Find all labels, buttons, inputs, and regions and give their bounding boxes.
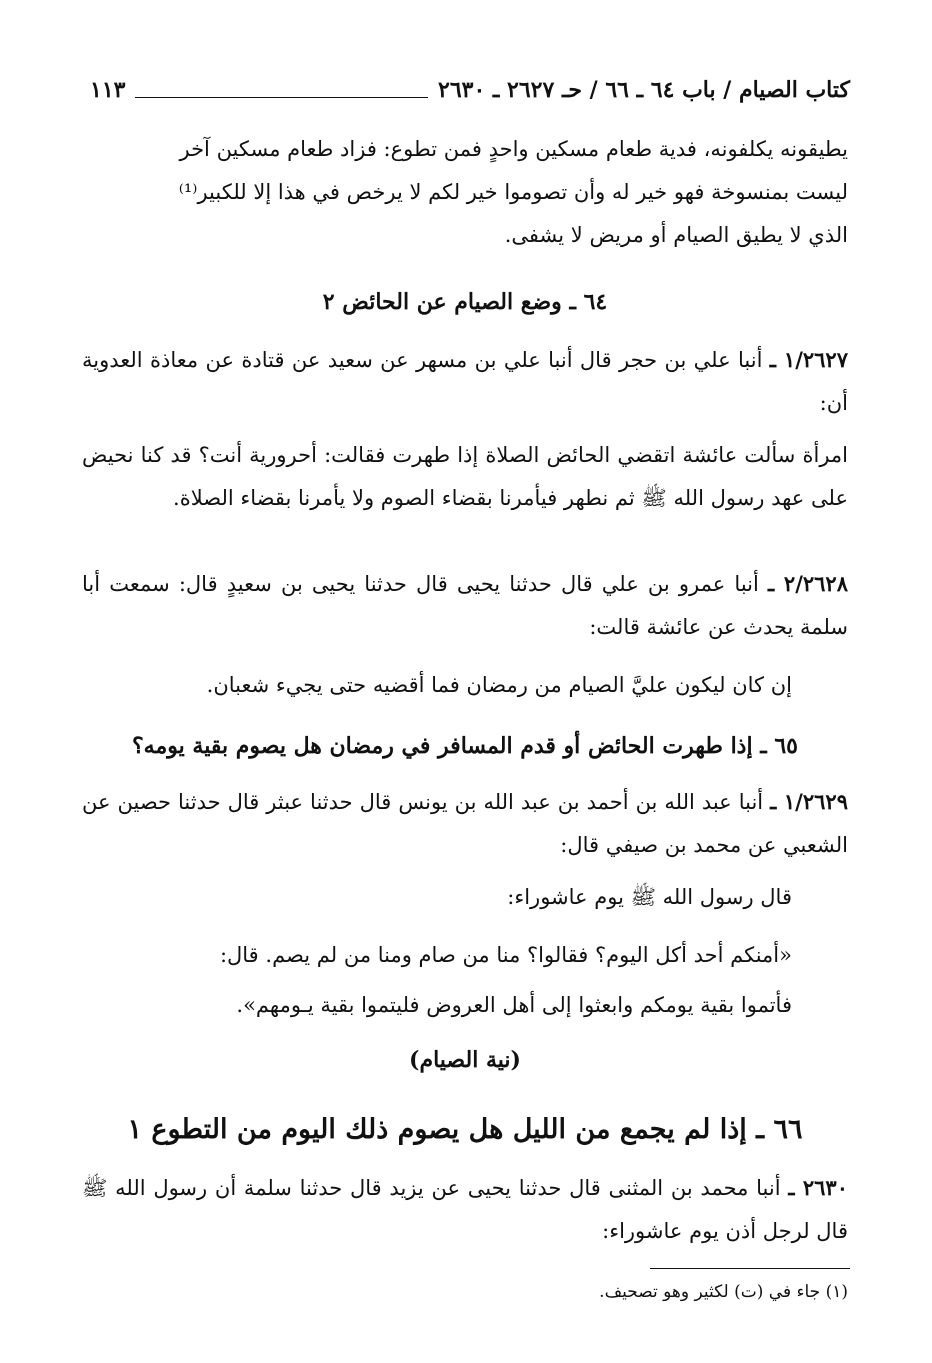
isnad-text: أنبا علي بن حجر قال أنبا علي بن مسهر عن سعيد عن قتادة عن معاذة العدوية أن: <box>82 348 848 415</box>
hadith-number: ١/٢٦٢٧ ـ <box>769 347 848 372</box>
hadith-2627-matn: امرأة سألت عائشة اتقضي الحائض الصلاة إذا طهرت فقالت: أحرورية أنت؟ قد كنا نحيض على عهد رسول الله ﷺ ثم نطهر فيأمرنا بقضاء الصوم ولا يأمرنا بقضاء الصلاة. <box>82 443 848 510</box>
isnad-text: أنبا عبد الله بن أحمد بن عبد الله بن يونس قال حدثنا عبثر قال حدثنا حصين عن الشعبي عن محمد بن صيفي قال: <box>82 790 848 857</box>
intro-line: الذي لا يطيق الصيام أو مريض لا يشفى. <box>504 223 848 247</box>
hadith-number: ٢/٢٦٢٨ ـ <box>767 571 848 596</box>
isnad-text: أنبا محمد بن المثنى قال حدثنا يحيى عن يزيد قال حدثنا سلمة أن رسول الله ﷺ قال لرجل أذن يوم عاشوراء: <box>82 1176 848 1243</box>
isnad-text: أنبا عمرو بن علي قال حدثنا يحيى قال حدثنا يحيى بن سعيدٍ قال: سمعت أبا سلمة يحدث عن عائشة قالت: <box>82 572 848 639</box>
intro-paragraph <box>82 128 848 257</box>
running-title: كتاب الصيام / باب ٦٤ ـ ٦٦ / حـ ٢٦٢٧ ـ ٢٦٣٠ <box>438 77 850 103</box>
hadith-2629-line: «أمنكم أحد أكل اليوم؟ فقالوا؟ منا من صام ومنا من لم يصم. قال: <box>219 943 792 967</box>
intro-line: ليست بمنسوخة فهو خير له وأن تصوموا خير لكم لا يرخص في هذا إلا للكبير⁽¹⁾ <box>178 180 848 204</box>
hadith-number: ٢٦٣٠ ـ <box>788 1175 848 1200</box>
hadith-2629-line: قال رسول الله ﷺ يوم عاشوراء: <box>507 885 792 909</box>
hadith-number: ١/٢٦٢٩ ـ <box>770 789 848 814</box>
hadith-2630-isnad <box>82 1166 848 1253</box>
hadith-2628-matn: إن كان ليكون عليَّ الصيام من رمضان فما أقضيه حتى يجيء شعبان. <box>206 673 792 697</box>
chapter-64-heading: ٦٤ ـ وضع الصيام عن الحائض ٢ <box>322 289 608 315</box>
page-header <box>90 70 850 110</box>
footnote-rule <box>650 1268 850 1269</box>
intro-line: يطيقونه يكلفونه، فدية طعام مسكين واحدٍ فمن تطوع: فزاد طعام مسكين آخر <box>179 137 848 161</box>
page-number: ١١٣ <box>90 77 126 103</box>
header-rule <box>135 97 428 98</box>
hadith-2627-isnad <box>82 338 848 425</box>
hadith-2628-isnad <box>82 562 848 649</box>
section-heading: (نية الصيام) <box>409 1047 521 1073</box>
chapter-66-heading: ٦٦ ـ إذا لم يجمع من الليل هل يصوم ذلك اليوم من التطوع ١ <box>127 1114 803 1145</box>
chapter-65-heading: ٦٥ ـ إذا طهرت الحائض أو قدم المسافر في رمضان هل يصوم بقية يومه؟ <box>132 733 798 759</box>
footnote: (١) جاء في (ت) لكثير وهو تصحيف. <box>599 1282 848 1302</box>
hadith-2629-line: فأتموا بقية يومكم وابعثوا إلى أهل العروض فليتموا بقية يـومهم». <box>236 993 792 1017</box>
hadith-2629-isnad <box>82 780 848 867</box>
